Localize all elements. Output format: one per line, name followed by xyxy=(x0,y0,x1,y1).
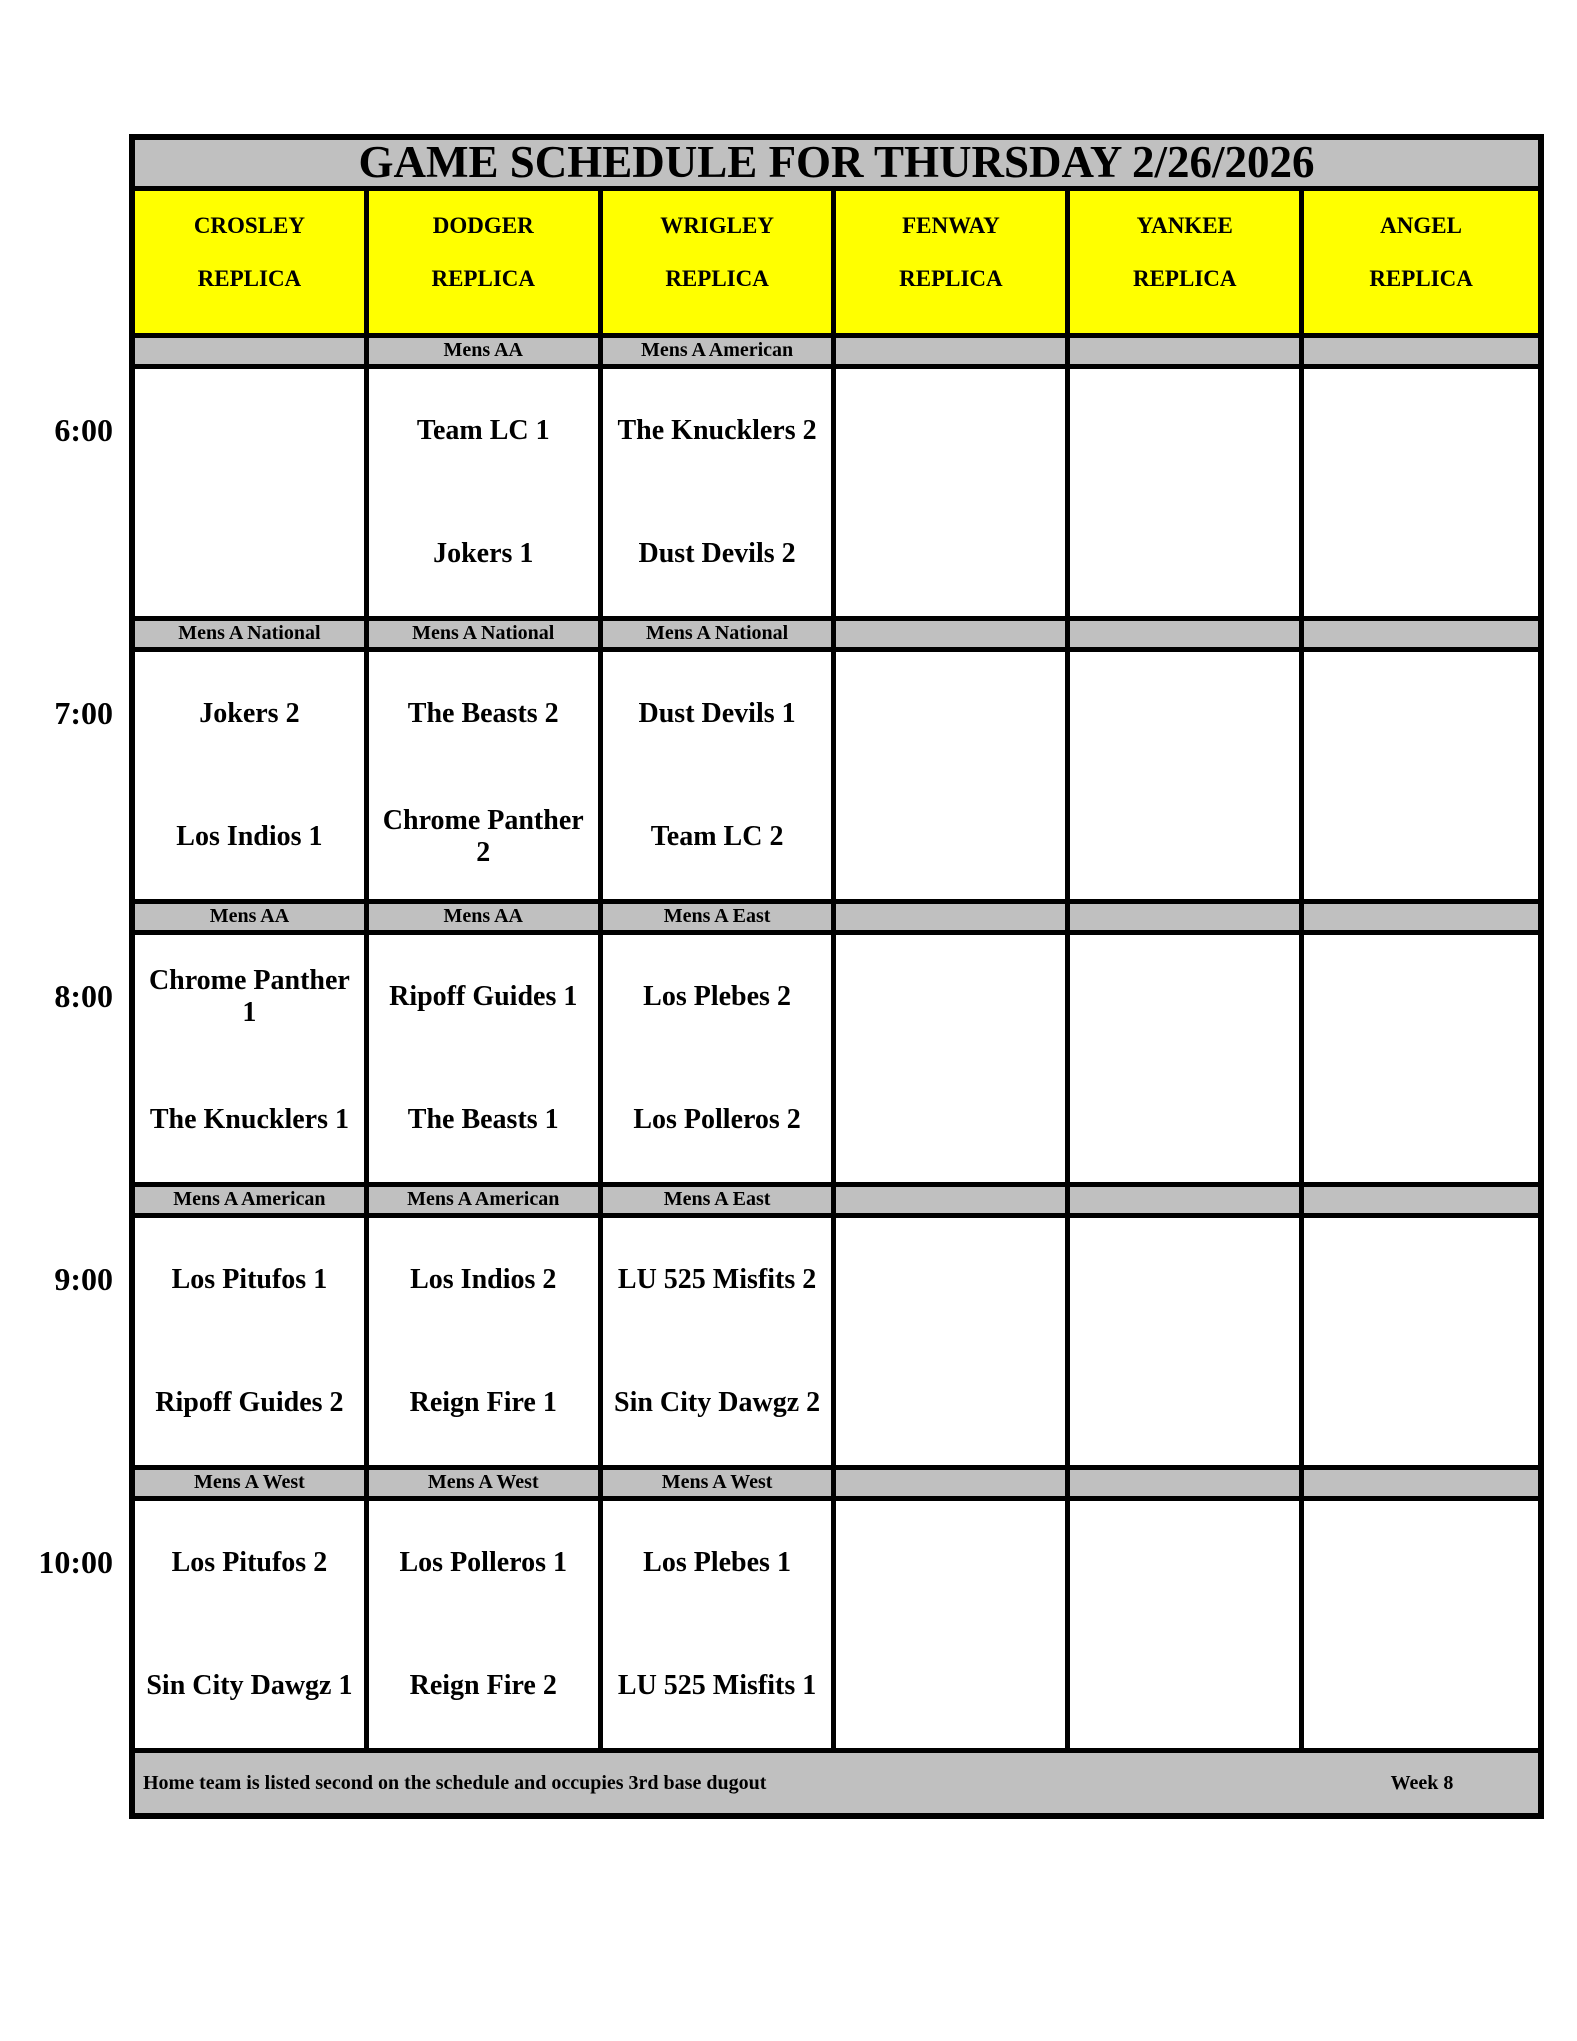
game-cell xyxy=(369,1501,603,1748)
away-team xyxy=(1070,935,1299,1059)
home-team xyxy=(836,493,1065,617)
venue-name: DODGER xyxy=(432,213,534,238)
away-team xyxy=(836,652,1065,776)
game-cell xyxy=(1304,652,1538,899)
away-team: The Knucklers 2 xyxy=(617,414,817,446)
venue-name: YANKEE xyxy=(1136,213,1233,238)
away-team xyxy=(1304,1501,1538,1625)
home-team xyxy=(1070,776,1299,900)
game-cell xyxy=(1304,369,1538,616)
game-cell xyxy=(1304,1501,1538,1748)
time-label: 6:00 xyxy=(54,412,113,448)
home-team: Los Indios 1 xyxy=(176,821,323,853)
division-cell xyxy=(1304,904,1538,930)
home-team xyxy=(1304,1342,1538,1466)
footer-row xyxy=(135,1753,1538,1813)
home-team xyxy=(1304,1059,1538,1183)
venue-sub-label: REPLICA xyxy=(1369,266,1473,291)
home-team: Team LC 2 xyxy=(650,821,784,853)
away-team: Jokers 2 xyxy=(199,697,300,729)
game-cell xyxy=(1304,935,1538,1182)
game-cell xyxy=(369,652,603,899)
game-cell xyxy=(135,369,369,616)
venue-header-fenway xyxy=(836,191,1070,333)
games-row xyxy=(135,1501,1538,1753)
division-row xyxy=(135,904,1538,935)
time-label: 7:00 xyxy=(54,695,113,731)
away-team xyxy=(1070,369,1299,493)
footer-note: Home team is listed second on the schedule and occupies 3rd base dugout xyxy=(143,1771,767,1794)
division-cell: Mens A American xyxy=(135,1187,369,1213)
division-cell xyxy=(836,904,1070,930)
away-team xyxy=(1304,652,1538,776)
away-team: Los Indios 2 xyxy=(410,1263,557,1295)
division-cell: Mens A East xyxy=(603,1187,837,1213)
game-cell xyxy=(836,1218,1070,1465)
home-team xyxy=(1070,1342,1299,1466)
games-row xyxy=(135,652,1538,904)
division-row xyxy=(135,621,1538,652)
division-cell: Mens A West xyxy=(603,1470,837,1496)
venue-sub-label: REPLICA xyxy=(665,266,769,291)
game-cell xyxy=(135,652,369,899)
away-team: LU 525 Misfits 2 xyxy=(617,1263,817,1295)
game-cell xyxy=(603,1218,837,1465)
game-cell xyxy=(603,935,837,1182)
division-cell: Mens A West xyxy=(369,1470,603,1496)
venue-header-angel xyxy=(1304,191,1538,333)
division-cell: Mens A National xyxy=(135,621,369,647)
home-team xyxy=(1070,1625,1299,1749)
venue-header-dodger xyxy=(369,191,603,333)
venue-header-row xyxy=(135,191,1538,338)
away-team xyxy=(1304,1218,1538,1342)
game-cell xyxy=(1070,369,1304,616)
home-team xyxy=(836,776,1065,900)
division-cell xyxy=(1304,338,1538,364)
home-team xyxy=(1070,1059,1299,1183)
home-team: Sin City Dawgz 2 xyxy=(614,1387,821,1419)
away-team: Dust Devils 1 xyxy=(638,697,796,729)
away-team xyxy=(836,369,1065,493)
division-cell xyxy=(836,1187,1070,1213)
time-label: 9:00 xyxy=(54,1261,113,1297)
venue-sub-label: REPLICA xyxy=(899,266,1003,291)
game-cell xyxy=(836,369,1070,616)
division-cell: Mens AA xyxy=(369,338,603,364)
division-cell xyxy=(1304,1187,1538,1213)
game-cell xyxy=(836,935,1070,1182)
home-team: Los Polleros 2 xyxy=(633,1104,801,1136)
home-team: The Knucklers 1 xyxy=(149,1104,349,1136)
division-cell: Mens A American xyxy=(369,1187,603,1213)
home-team: Chrome Panther 2 xyxy=(382,805,584,869)
away-team xyxy=(1070,652,1299,776)
away-team xyxy=(836,1218,1065,1342)
game-cell xyxy=(135,935,369,1182)
away-team xyxy=(1304,935,1538,1059)
home-team: LU 525 Misfits 1 xyxy=(617,1670,817,1702)
division-cell: Mens A American xyxy=(603,338,837,364)
game-cell xyxy=(369,935,603,1182)
away-team: Chrome Panther 1 xyxy=(148,964,350,1028)
game-cell xyxy=(369,1218,603,1465)
home-team: Jokers 1 xyxy=(433,538,534,570)
home-team xyxy=(135,493,364,617)
game-cell xyxy=(1070,652,1304,899)
home-team xyxy=(836,1625,1065,1749)
time-label: 8:00 xyxy=(54,978,113,1014)
away-team xyxy=(836,1501,1065,1625)
venue-header-wrigley xyxy=(603,191,837,333)
game-cell xyxy=(603,652,837,899)
schedule-table xyxy=(129,134,1544,1819)
home-team: Sin City Dawgz 1 xyxy=(146,1670,353,1702)
game-cell xyxy=(836,652,1070,899)
away-team xyxy=(1070,1218,1299,1342)
venue-sub-label: REPLICA xyxy=(197,266,302,291)
division-cell xyxy=(1070,904,1304,930)
division-row xyxy=(135,1470,1538,1501)
division-row xyxy=(135,1187,1538,1218)
venue-sub-label: REPLICA xyxy=(1132,266,1237,291)
division-cell: Mens A West xyxy=(135,1470,369,1496)
away-team xyxy=(135,369,364,493)
home-team xyxy=(1304,1625,1538,1749)
away-team: Los Pitufos 2 xyxy=(171,1546,328,1578)
division-cell: Mens AA xyxy=(135,904,369,930)
away-team: Los Plebes 1 xyxy=(643,1546,791,1578)
division-cell: Mens AA xyxy=(369,904,603,930)
away-team: Ripoff Guides 1 xyxy=(389,980,578,1012)
division-cell: Mens A National xyxy=(369,621,603,647)
division-cell xyxy=(1070,621,1304,647)
venue-name: FENWAY xyxy=(902,213,1000,238)
game-cell xyxy=(1304,1218,1538,1465)
division-row xyxy=(135,338,1538,369)
games-row xyxy=(135,369,1538,621)
game-cell xyxy=(135,1501,369,1748)
venue-header-crosley xyxy=(135,191,369,333)
division-cell xyxy=(1304,1470,1538,1496)
home-team: Reign Fire 2 xyxy=(409,1670,557,1702)
division-cell xyxy=(836,1470,1070,1496)
division-cell xyxy=(836,338,1070,364)
game-cell xyxy=(836,1501,1070,1748)
week-label: Week 8 xyxy=(1390,1771,1454,1794)
away-team: Los Plebes 2 xyxy=(643,980,791,1012)
game-cell xyxy=(1070,1218,1304,1465)
time-label: 10:00 xyxy=(38,1544,113,1580)
home-team xyxy=(1304,493,1538,617)
venue-name: ANGEL xyxy=(1380,213,1462,238)
away-team xyxy=(836,935,1065,1059)
schedule-title: GAME SCHEDULE FOR THURSDAY 2/26/2026 xyxy=(135,140,1538,191)
division-cell: Mens A National xyxy=(603,621,837,647)
home-team: The Beasts 1 xyxy=(407,1104,559,1136)
home-team: Ripoff Guides 2 xyxy=(155,1387,344,1419)
division-cell xyxy=(1304,621,1538,647)
game-cell xyxy=(135,1218,369,1465)
game-cell xyxy=(369,369,603,616)
away-team: Team LC 1 xyxy=(416,414,550,446)
games-row xyxy=(135,935,1538,1187)
home-team: Dust Devils 2 xyxy=(638,538,796,570)
division-cell xyxy=(135,338,369,364)
home-team xyxy=(836,1059,1065,1183)
away-team xyxy=(1304,369,1538,493)
division-cell xyxy=(836,621,1070,647)
away-team: Los Polleros 1 xyxy=(399,1546,567,1578)
game-cell xyxy=(1070,1501,1304,1748)
venue-header-yankee xyxy=(1070,191,1304,333)
home-team xyxy=(836,1342,1065,1466)
division-cell xyxy=(1070,1470,1304,1496)
away-team xyxy=(1070,1501,1299,1625)
venue-name: CROSLEY xyxy=(193,213,306,238)
home-team: Reign Fire 1 xyxy=(409,1387,557,1419)
home-team xyxy=(1070,493,1299,617)
home-team xyxy=(1304,776,1538,900)
schedule-blocks xyxy=(135,338,1538,1753)
division-cell: Mens A East xyxy=(603,904,837,930)
division-cell xyxy=(1070,338,1304,364)
games-row xyxy=(135,1218,1538,1470)
venue-sub-label: REPLICA xyxy=(431,266,535,291)
away-team: The Beasts 2 xyxy=(407,697,559,729)
away-team: Los Pitufos 1 xyxy=(171,1263,328,1295)
game-cell xyxy=(603,369,837,616)
game-cell xyxy=(603,1501,837,1748)
division-cell xyxy=(1070,1187,1304,1213)
venue-name: WRIGLEY xyxy=(660,213,774,238)
game-cell xyxy=(1070,935,1304,1182)
